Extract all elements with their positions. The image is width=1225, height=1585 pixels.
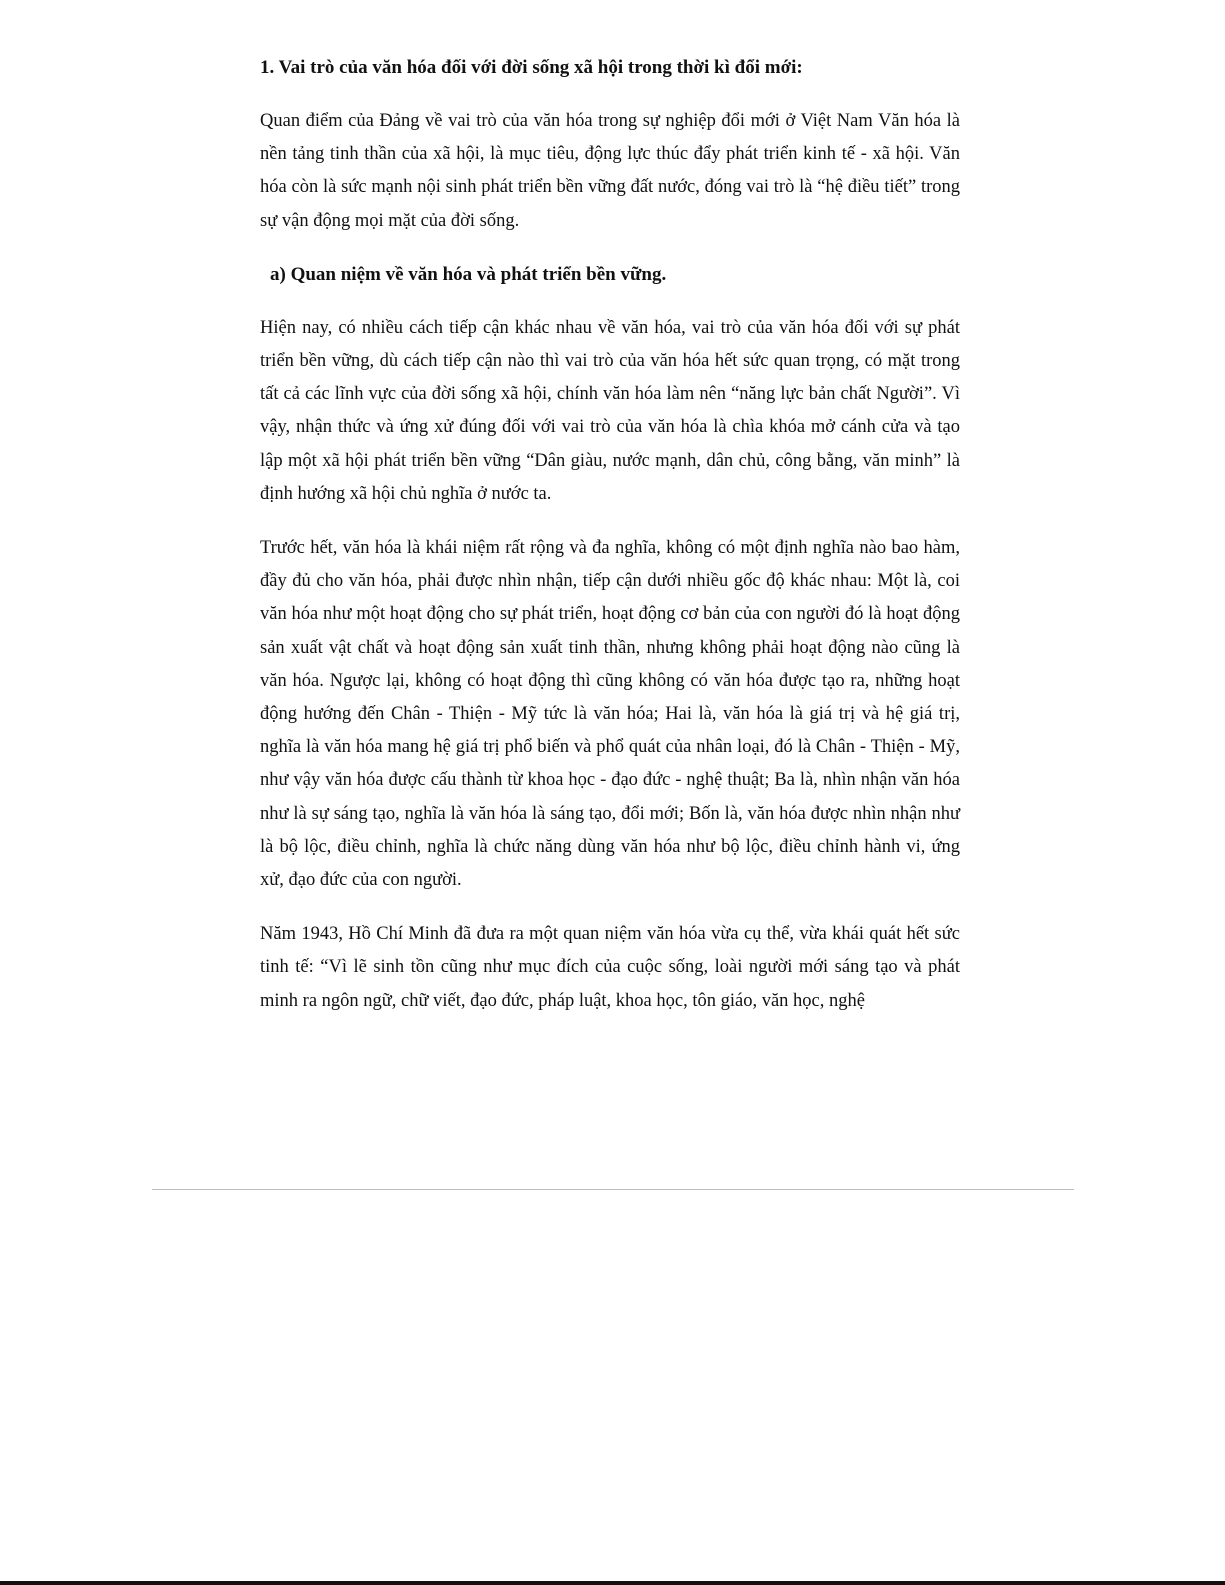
document-content <box>260 52 960 1039</box>
paragraph-definitions: Trước hết, văn hóa là khái niệm rất rộng và đa nghĩa, không có một định nghĩa nào bao hàm, đầy đủ cho văn hóa, phải được nhìn nhận, tiếp cận dưới nhiều gốc độ khác nhau: Một là, coi văn hóa như một hoạt động cho sự phát triển, hoạt động cơ bản của con người đó là hoạt động sản xuất vật chất và hoạt động sản xuất tinh thần, nhưng không phải hoạt động nào cũng là văn hóa. Ngược lại, không có hoạt động thì cũng không có văn hóa được tạo ra, những hoạt động hướng đến Chân - Thiện - Mỹ tức là văn hóa; Hai là, văn hóa là giá trị và hệ giá trị, nghĩa là văn hóa mang hệ giá trị phổ biến và phổ quát của nhân loại, đó là Chân - Thiện - Mỹ, như vậy văn hóa được cấu thành từ khoa học - đạo đức - nghệ thuật; Ba là, nhìn nhận văn hóa như là sự sáng tạo, nghĩa là văn hóa là sáng tạo, đổi mới; Bốn là, văn hóa được nhìn nhận như là bộ lộc, điều chỉnh, nghĩa là chức năng dùng văn hóa như bộ lộc, điều chỉnh hành vi, ứng xử, đạo đức của con người. <box>260 538 960 891</box>
section-heading: 1. Vai trò của văn hóa đối với đời sống xã hội trong thời kì đổi mới: <box>260 57 803 78</box>
page-divider <box>152 1189 1074 1190</box>
subheading: a) Quan niệm về văn hóa và phát triển bền vững. <box>270 263 667 285</box>
intro-paragraph: Quan điểm của Đảng về vai trò của văn hóa trong sự nghiệp đổi mới ở Việt Nam Văn hóa là nền tảng tinh thần của xã hội, là mục tiêu, động lực thúc đẩy phát triển kinh tế - xã hội. Văn hóa còn là sức mạnh nội sinh phát triển bền vững đất nước, đóng vai trò là “hệ điều tiết” trong sự vận động mọi mặt của đời sống. <box>260 111 960 231</box>
bottom-border <box>0 1581 1225 1585</box>
paragraph-ho-chi-minh-quote: Năm 1943, Hồ Chí Minh đã đưa ra một quan niệm văn hóa vừa cụ thể, vừa khái quát hết sức tinh tế: “Vì lẽ sinh tồn cũng như mục đích của cuộc sống, loài người mới sáng tạo và phát minh ra ngôn ngữ, chữ viết, đạo đức, pháp luật, khoa học, tôn giáo, văn học, nghệ <box>260 924 960 1011</box>
paragraph-approaches: Hiện nay, có nhiều cách tiếp cận khác nhau về văn hóa, vai trò của văn hóa đối với sự phát triển bền vững, dù cách tiếp cận nào thì vai trò của văn hóa hết sức quan trọng, có mặt trong tất cả các lĩnh vực của đời sống xã hội, chính văn hóa làm nên “năng lực bản chất Người”. Vì vậy, nhận thức và ứng xử đúng đối với vai trò của văn hóa là chìa khóa mở cánh cửa và tạo lập một xã hội phát triển bền vững “Dân giàu, nước mạnh, dân chủ, công bằng, văn minh” là định hướng xã hội chủ nghĩa ở nước ta. <box>260 317 960 504</box>
